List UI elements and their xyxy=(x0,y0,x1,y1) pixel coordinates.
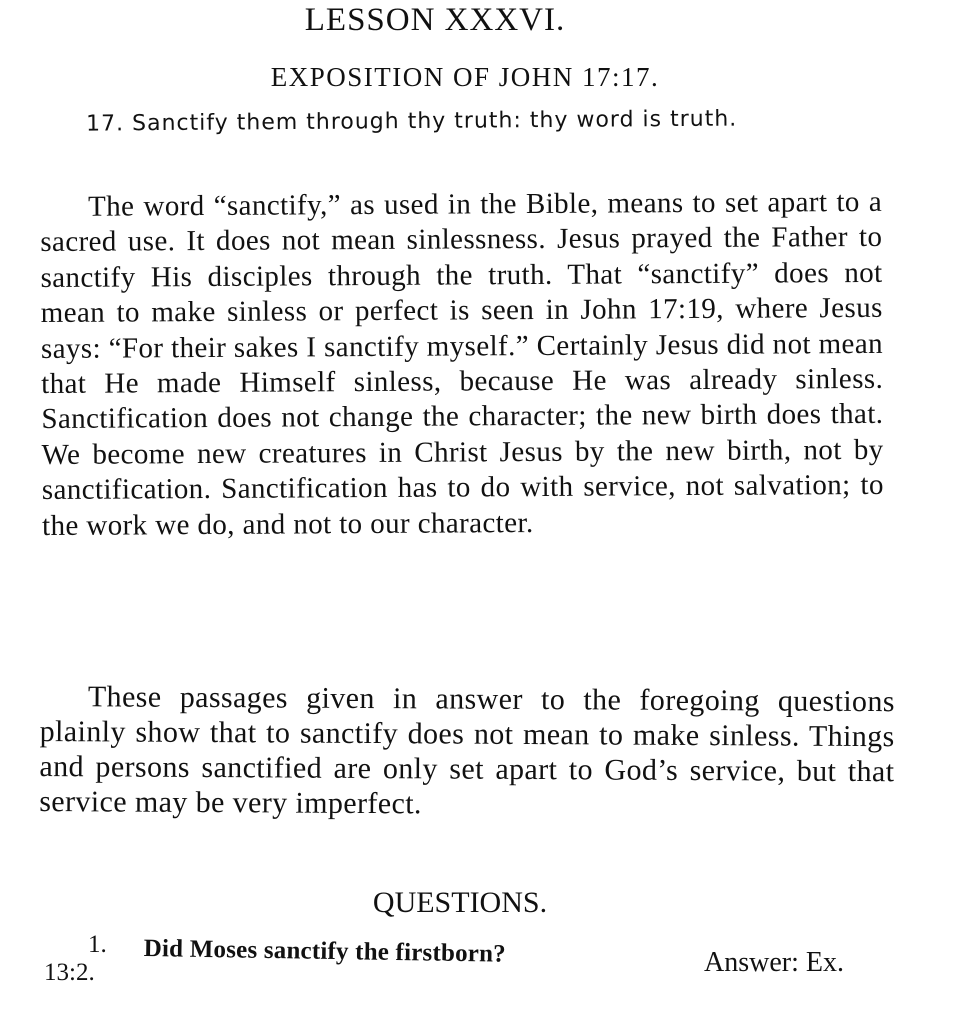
exposition-title: EXPOSITION OF JOHN 17:17. xyxy=(270,62,660,92)
question-reference-tail: 13:2. xyxy=(44,959,95,986)
lesson-title: LESSON XXXVI. xyxy=(304,2,566,38)
verse-text: 17. Sanctify them through thy truth: thy word is truth. xyxy=(86,106,738,137)
body-paragraph: The word “sanctify,” as used in the Bible, means to set apart to a sacred use. It does not mean sinlessness. Jesus prayed the Father to sanctify His disciples through the truth. That “sanctify” does not mean to make sinless or perfect is seen in John 17:19, where Jesus says: “For their sakes I sanctify myself.” Certainly Jesus did not mean that He made Himself sinless, because He was already sinless. Sanctification does not change the character; the new birth does that. We become new creatures in Christ Jesus by the new birth, not by sanctification. Sanctification has to do with service, not salvation; to the work we do, and not to our character. xyxy=(40,185,884,542)
question-number: 1. xyxy=(88,931,107,958)
question-text: Did Moses sanctify the firstborn? xyxy=(143,934,507,968)
question-answer-label: Answer: Ex. xyxy=(704,947,844,978)
questions-heading: QUESTIONS. xyxy=(372,886,548,919)
body-paragraph: These passages given in answer to the foregoing questions plainly show that to sanctify does not mean to make sinless. Things and persons sanctified are only set apart to God’s service, but that service may be very imperfect. xyxy=(39,680,895,821)
